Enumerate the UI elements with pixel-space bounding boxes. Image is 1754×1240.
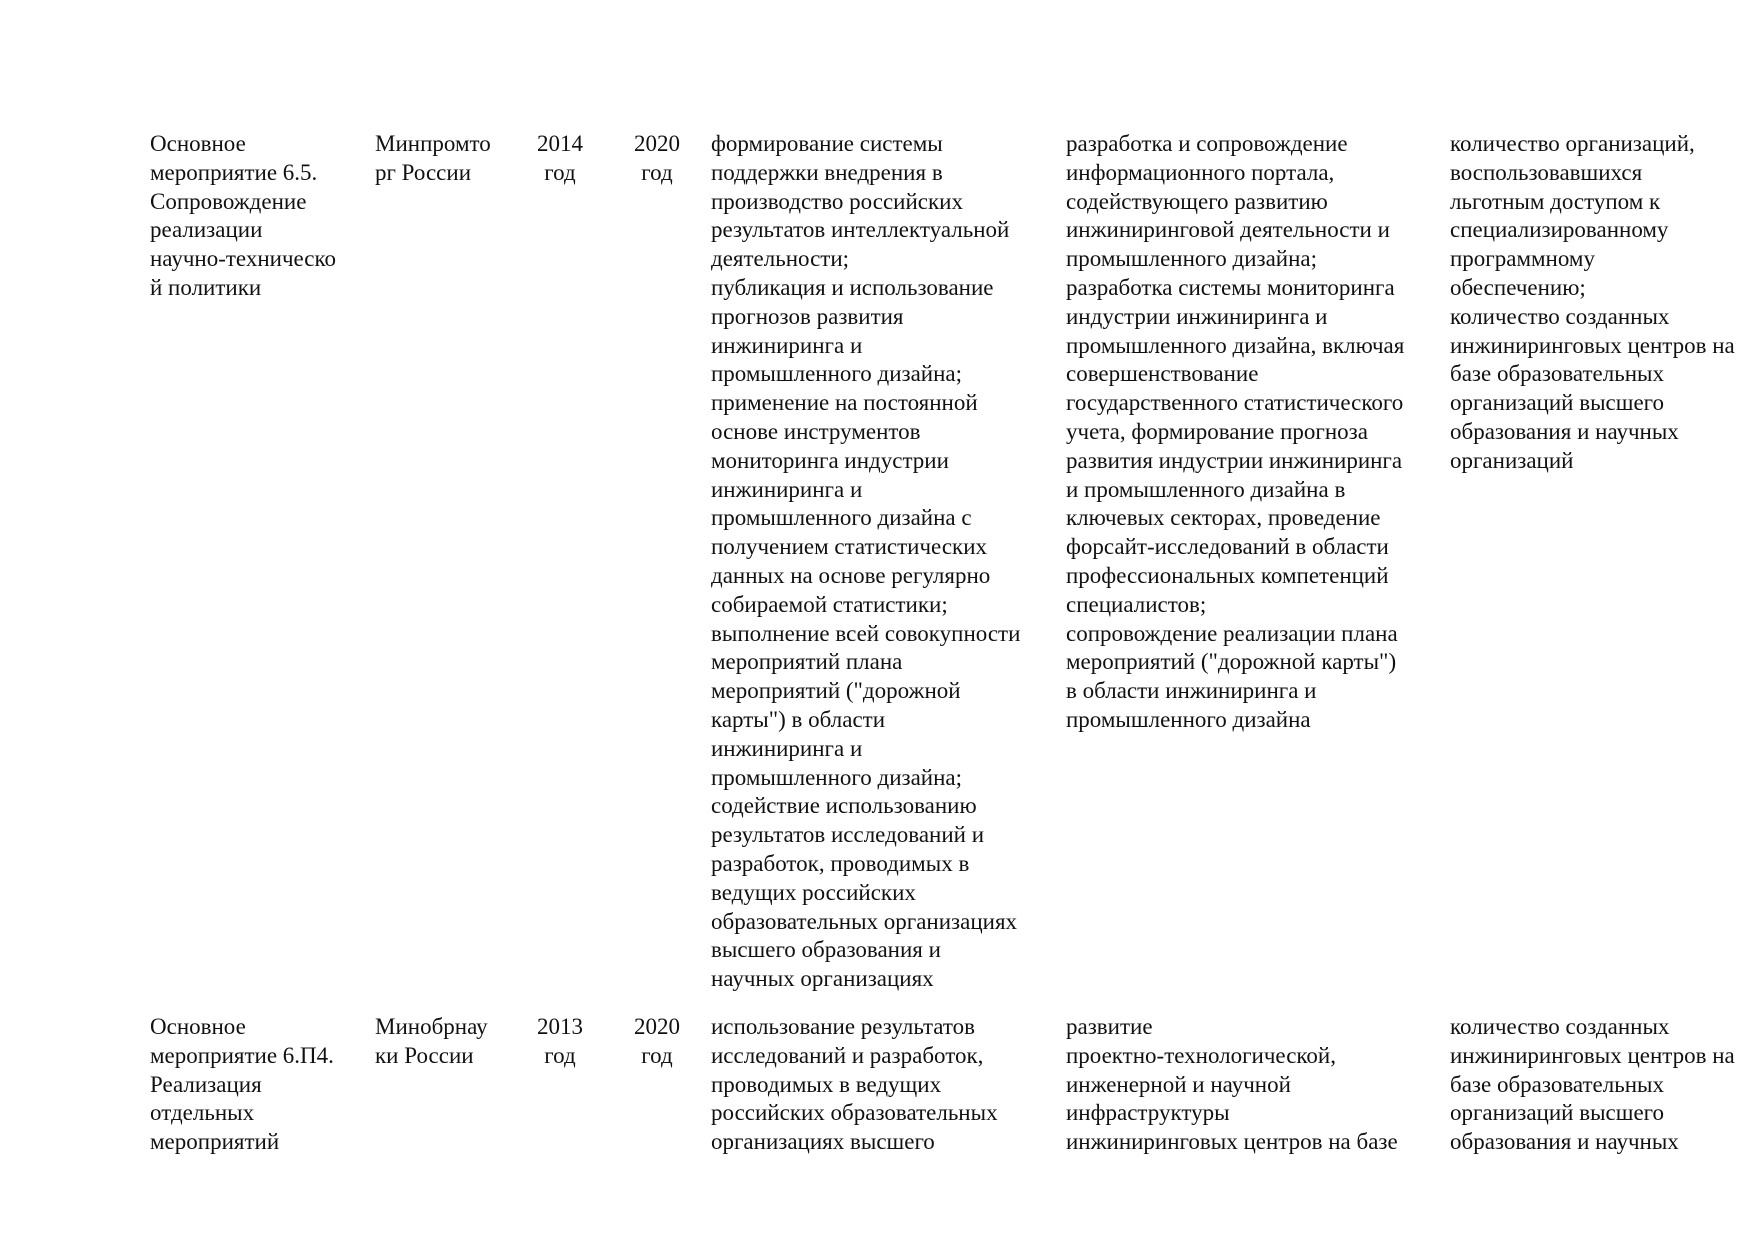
responsible-executor: Минобрнау ки России	[375, 1014, 488, 1068]
responsible-executor: Минпромто рг России	[375, 131, 491, 185]
activity-name: Основное мероприятие 6.П4. Реализация отдельных мероприятий	[150, 1014, 334, 1155]
indicators: количество созданных инжиниринговых центров на базе образовательных организаций высшего образования и научных	[1450, 1014, 1735, 1155]
expected-result: формирование системы поддержки внедрения в производство российских результатов интеллектуальной деятельности; публикация и использование прогнозов развития инжиниринга и промышленного дизайна; применение на постоянной основе инструментов мониторинга индустрии инжиниринга и промышленного дизайна с получением статистических данных на основе регулярно собираемой статистики; выполнение всей совокупности мероприятий плана мероприятий ("дорожной карты") в области инжиниринга и промышленного дизайна; содействие использованию результатов исследований и разработок, проводимых в ведущих российских образовательных организациях высшего образования и научных организациях	[711, 131, 1021, 992]
indicators: количество организаций, воспользовавшихся льготным доступом к специализированному программному обеспечению; количество созданных инжиниринговых центров на базе образовательных организаций высшего образования и научных организаций	[1450, 131, 1735, 473]
end-year: 2020 год	[634, 1014, 680, 1068]
expected-result: использование результатов исследований и разработок, проводимых в ведущих российских образовательных организациях высшего	[711, 1014, 998, 1155]
start-year: 2013 год	[537, 1014, 583, 1068]
end-year: 2020 год	[634, 131, 680, 185]
main-directions: разработка и сопровождение информационного портала, содействующего развитию инжиниринговой деятельности и промышленного дизайна; разработка системы мониторинга индустрии инжиниринга и промышленного дизайна, включая совершенствование государственного статистического учета, формирование прогноза развития индустрии инжиниринга и промышленного дизайна в ключевых секторах, проведение форсайт-исследований в области профессиональных компетенций специалистов; сопровождение реализации плана мероприятий ("дорожной карты") в области инжиниринга и промышленного дизайна	[1066, 131, 1405, 732]
main-directions: развитие проектно-технологической, инженерной и научной инфраструктуры инжиниринговых центров на базе	[1066, 1014, 1398, 1155]
activity-name: Основное мероприятие 6.5. Сопровождение реализации научно-техническо й политики	[150, 131, 337, 300]
start-year: 2014 год	[537, 131, 583, 185]
